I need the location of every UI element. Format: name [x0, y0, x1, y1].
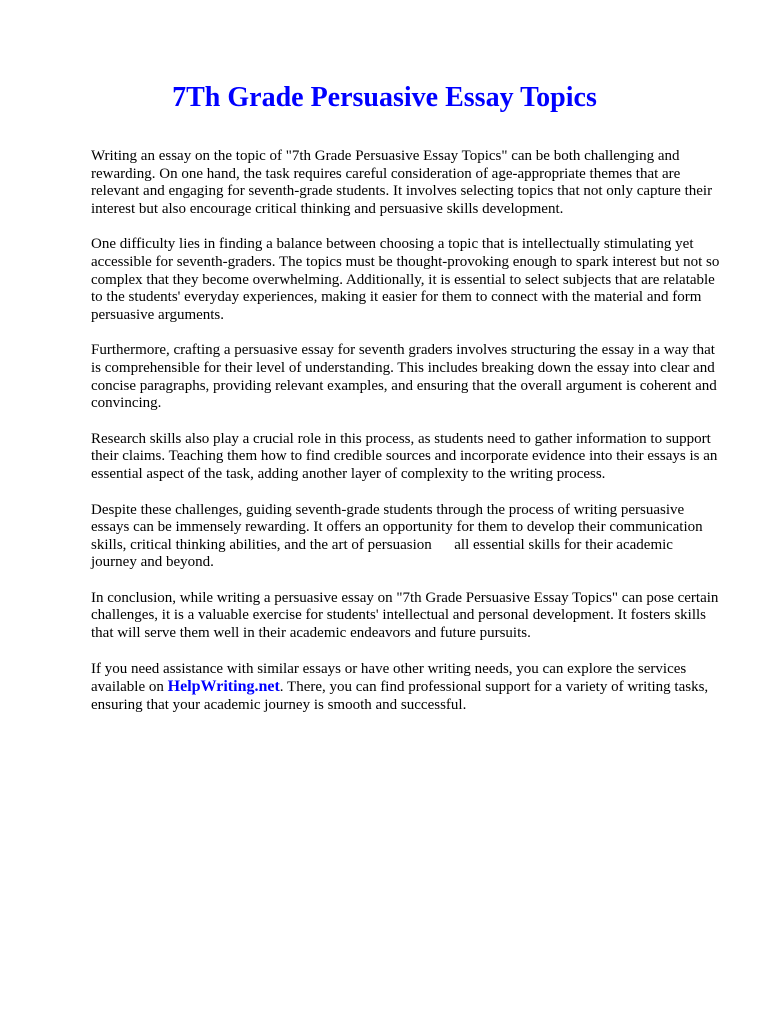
paragraph-rewards: Despite these challenges, guiding seventh-grade students through the process of writing persuasive essays can be immensely rewarding. It offers an opportunity for them to develop their communication skills, critical thinking abilities, and the art of persuasion all essential skills for their academic journey and beyond. — [91, 501, 703, 571]
paragraph-assistance — [91, 661, 722, 715]
paragraph-difficulty: One difficulty lies in finding a balance between choosing a topic that is intellectually stimulating yet accessible for seventh-graders. The topics must be thought-provoking enough to spark interest but not so complex that they become overwhelming. Additionally, it is essential to select subjects that are relatable to the students' everyday experiences, making it easier for them to connect with the material and form persuasive arguments. — [91, 236, 720, 323]
page-title: 7Th Grade Persuasive Essay Topics — [172, 82, 597, 113]
paragraph-conclusion: In conclusion, while writing a persuasive essay on "7th Grade Persuasive Essay Topics" can pose certain challenges, it is a valuable exercise for students' intellectual and personal development. It fosters skills that will serve them well in their academic endeavors and future pursuits. — [91, 589, 719, 642]
assistance-text-before: If you need assistance with similar essays or have other writing needs, you can explore the services available on — [91, 660, 687, 696]
paragraph-intro: Writing an essay on the topic of "7th Grade Persuasive Essay Topics" can be both challenging and rewarding. On one hand, the task requires careful consideration of age-appropriate themes that are relevant and engaging for seventh-grade students. It involves selecting topics that not only capture their interest but also encourage critical thinking and persuasive skills development. — [91, 148, 713, 217]
assistance-text-after: . There, you can find professional support for a variety of writing tasks, ensuring that your academic journey is smooth and successful. — [91, 679, 709, 713]
paragraph-research: Research skills also play a crucial role in this process, as students need to gather information to support their claims. Teaching them how to find credible sources and incorporate evidence into their essays is an essential aspect of the task, adding another layer of complexity to the writing process. — [91, 430, 718, 482]
paragraph-structure: Furthermore, crafting a persuasive essay for seventh graders involves structuring the essay in a way that is comprehensible for their level of understanding. This includes breaking down the essay into clear and concise paragraphs, providing relevant examples, and ensuring that the overall argument is coherent and convincing. — [91, 342, 717, 412]
helpwriting-link[interactable]: HelpWriting.net — [167, 678, 280, 696]
